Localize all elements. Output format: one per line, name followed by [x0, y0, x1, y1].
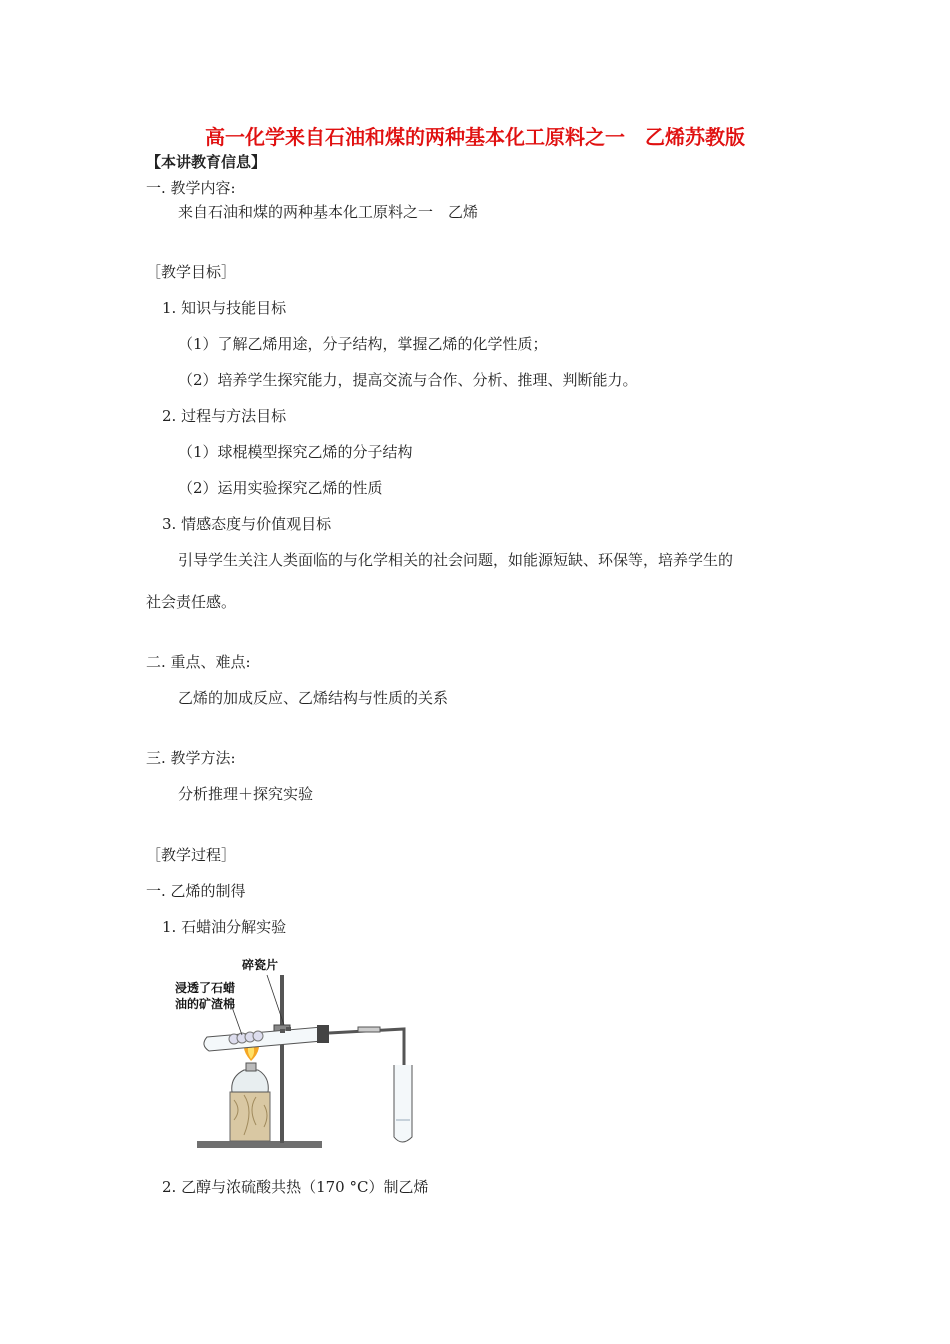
document-title: 高一化学来自石油和煤的两种基本化工原料之一 乙烯苏教版 [205, 125, 745, 149]
part1-heading: 一. 教学内容: [146, 179, 236, 197]
goal1-title: 1. 知识与技能目标 [162, 299, 287, 317]
stopper [317, 1025, 329, 1043]
goal2-item1: （1）球棍模型探究乙烯的分子结构 [178, 443, 413, 461]
goals-heading: ［教学目标］ [146, 263, 237, 281]
tube-connector [358, 1027, 380, 1032]
lamp-wick-holder [246, 1063, 256, 1071]
receiving-test-tube [394, 1065, 412, 1142]
porcelain-pieces [280, 1029, 285, 1033]
section-header: 【本讲教育信息】 [146, 153, 267, 171]
part2-content: 乙烯的加成反应、乙烯结构与性质的关系 [178, 689, 449, 707]
goal1-item2: （2）培养学生探究能力，提高交流与合作、分析、推理、判断能力。 [178, 371, 638, 389]
leader-line-wool [232, 1007, 242, 1035]
part3-heading: 三. 教学方法: [146, 749, 236, 767]
part1-content: 来自石油和煤的两种基本化工原料之一 乙烯 [178, 203, 479, 221]
stand-rod [280, 975, 284, 1143]
goal3-title: 3. 情感态度与价值观目标 [162, 515, 332, 533]
label-wool-line1: 浸透了石蜡 [175, 981, 236, 995]
label-wool-line2: 油的矿渣棉 [175, 997, 236, 1011]
part3-content: 分析推理＋探究实验 [178, 785, 314, 803]
goal2-item2: （2）运用实验探究乙烯的性质 [178, 479, 383, 497]
test-tube [204, 1027, 322, 1051]
process-step1-2: 2. 乙醇与浓硫酸共热（170 °C）制乙烯 [162, 1178, 429, 1196]
part2-heading: 二. 重点、难点: [146, 653, 251, 671]
alcohol-lamp [232, 1070, 269, 1092]
process-heading: ［教学过程］ [146, 846, 237, 864]
delivery-tube [329, 1029, 404, 1105]
goal3-paragraph-line1: 引导学生关注人类面临的与化学相关的社会问题，如能源短缺、环保等，培养学生的 [178, 551, 734, 569]
label-porcelain: 碎瓷片 [242, 958, 279, 972]
process-step1: 一. 乙烯的制得 [146, 882, 246, 900]
paraffin-oil-cracking-apparatus-figure [172, 955, 422, 1155]
goal2-title: 2. 过程与方法目标 [162, 407, 287, 425]
stand-base [197, 1141, 322, 1148]
process-step1-1: 1. 石蜡油分解实验 [162, 918, 287, 936]
goal1-item1: （1）了解乙烯用途，分子结构，掌握乙烯的化学性质； [178, 335, 548, 353]
goal3-paragraph-line2: 社会责任感。 [146, 593, 237, 611]
